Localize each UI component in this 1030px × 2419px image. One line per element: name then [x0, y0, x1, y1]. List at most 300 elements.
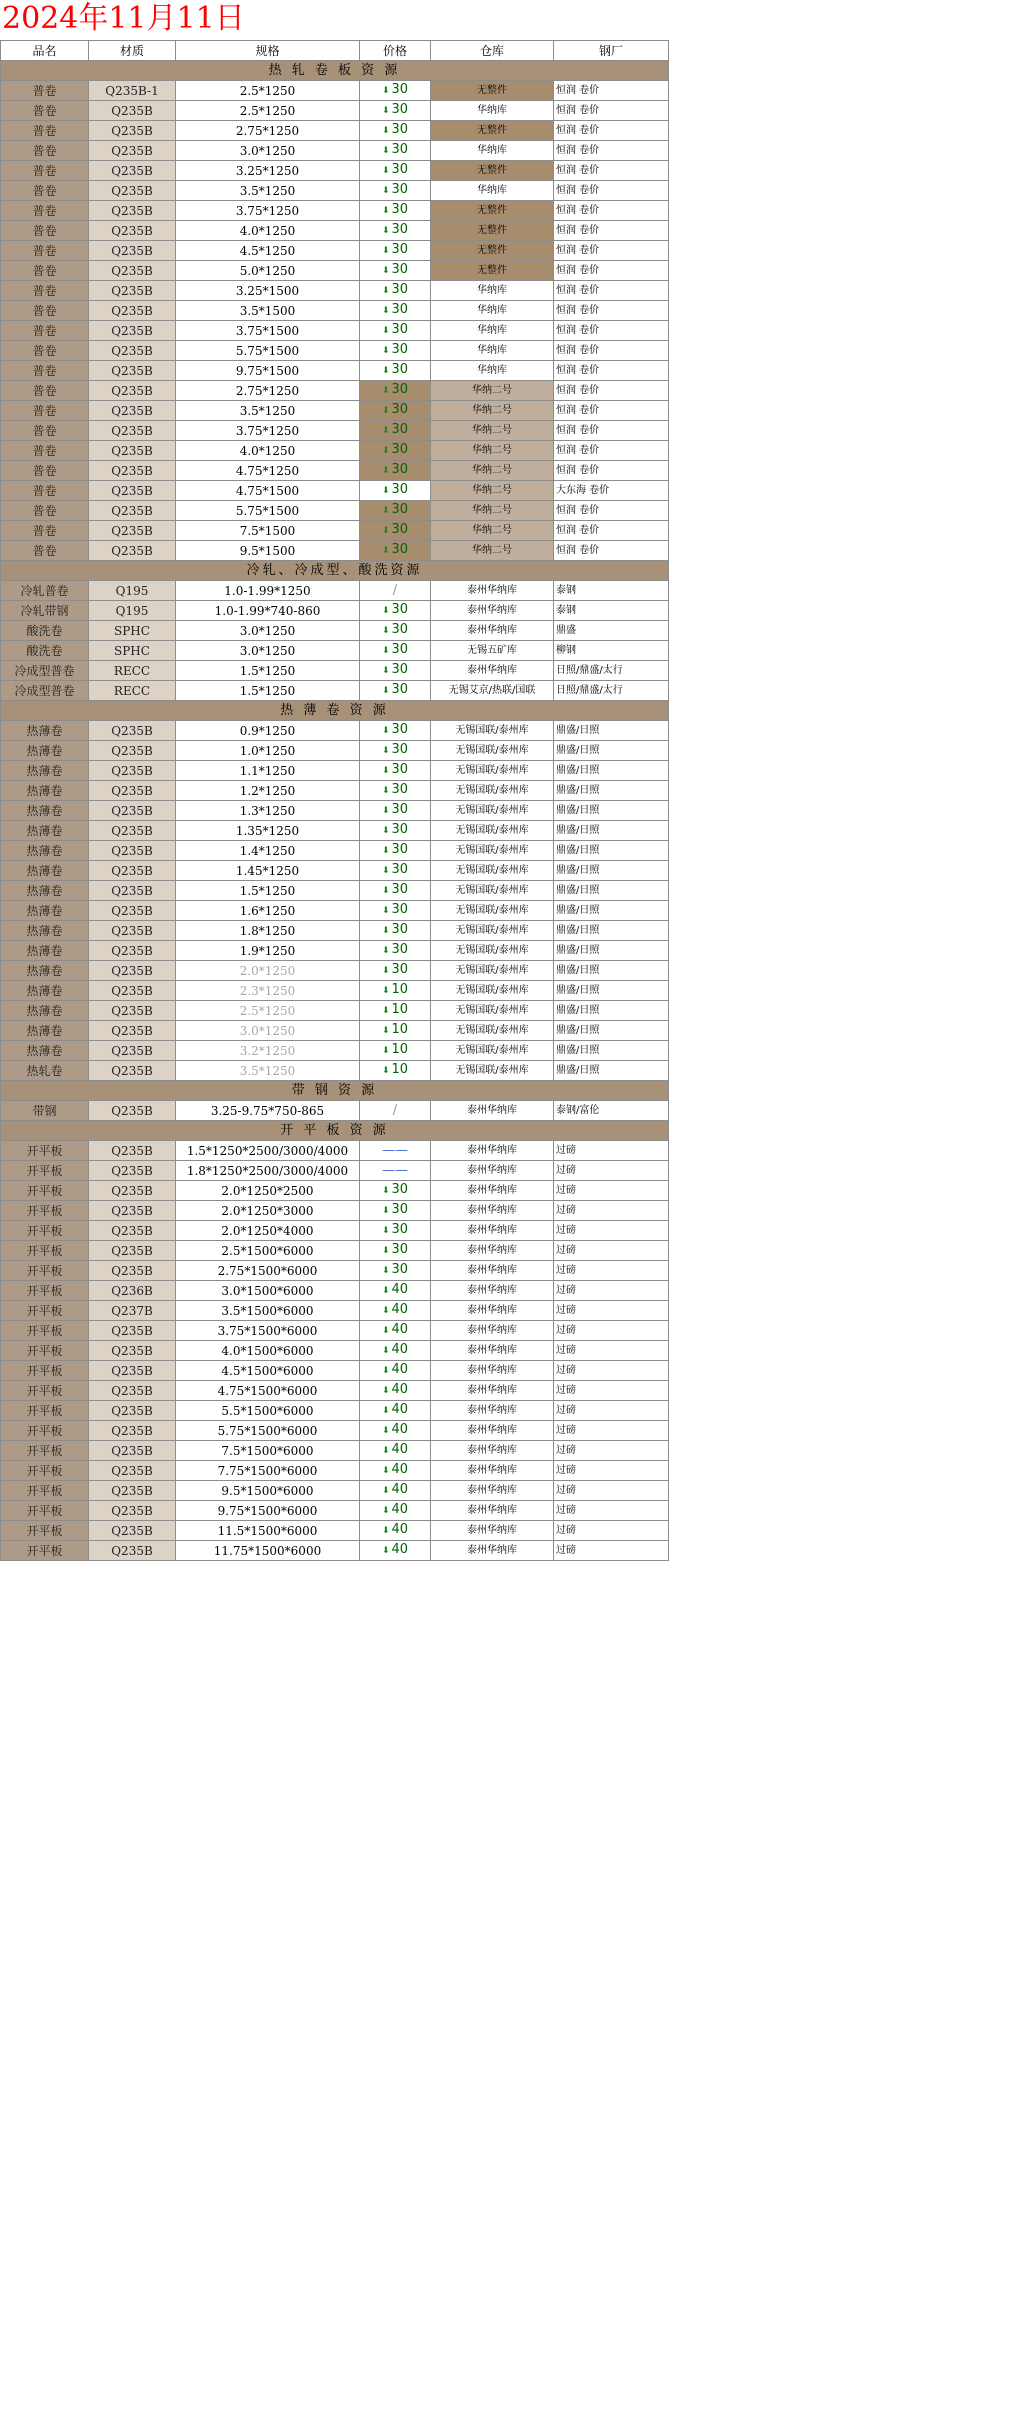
table-row	[1, 221, 669, 241]
mill-cell: 恒润 卷价	[554, 201, 669, 221]
price-cell	[360, 901, 431, 921]
material-cell: Q235B	[89, 761, 176, 781]
down-arrow-icon: ⬇	[381, 946, 390, 956]
spec-cell: 11.5*1500*6000	[176, 1521, 360, 1541]
down-arrow-icon: ⬇	[381, 426, 390, 436]
warehouse-cell: 泰州华纳库	[431, 661, 554, 681]
warehouse-cell: 泰州华纳库	[431, 1441, 554, 1461]
warehouse-cell: 无锡国联/泰州库	[431, 901, 554, 921]
warehouse-cell: 无锡国联/泰州库	[431, 1061, 554, 1081]
price-table-body	[1, 41, 669, 1561]
material-cell: Q235B	[89, 481, 176, 501]
price-cell	[360, 1321, 431, 1341]
product-name-cell: 普卷	[1, 401, 89, 421]
mill-cell: 过磅	[554, 1421, 669, 1441]
mill-cell: 恒润 卷价	[554, 261, 669, 281]
price-value: 30	[391, 82, 409, 97]
warehouse-cell: 无锡国联/泰州库	[431, 1021, 554, 1041]
material-cell: Q235B	[89, 381, 176, 401]
table-row	[1, 1281, 669, 1301]
spec-cell: 2.75*1250	[176, 121, 360, 141]
mill-cell: 恒润 卷价	[554, 501, 669, 521]
product-name-cell: 普卷	[1, 321, 89, 341]
table-row	[1, 1101, 669, 1121]
price-value: 30	[391, 402, 409, 417]
table-row	[1, 1261, 669, 1281]
warehouse-cell: 无锡国联/泰州库	[431, 841, 554, 861]
price-cell	[360, 141, 431, 161]
price-value: 30	[391, 422, 409, 437]
material-cell: Q235B	[89, 261, 176, 281]
material-cell: Q235B	[89, 1421, 176, 1441]
price-value: 30	[391, 322, 409, 337]
mill-cell: 鼎盛/日照	[554, 781, 669, 801]
price-cell	[360, 841, 431, 861]
table-row	[1, 501, 669, 521]
warehouse-cell: 泰州华纳库	[431, 1301, 554, 1321]
price-cell	[360, 1221, 431, 1241]
table-row	[1, 721, 669, 741]
warehouse-cell: 泰州华纳库	[431, 1181, 554, 1201]
product-name-cell: 普卷	[1, 181, 89, 201]
product-name-cell: 热薄卷	[1, 1021, 89, 1041]
product-name-cell: 热薄卷	[1, 861, 89, 881]
product-name-cell: 开平板	[1, 1541, 89, 1561]
mill-cell: 过磅	[554, 1401, 669, 1421]
down-arrow-icon: ⬇	[381, 1266, 390, 1276]
mill-cell: 恒润 卷价	[554, 161, 669, 181]
mill-cell: 恒润 卷价	[554, 441, 669, 461]
price-value: 30	[391, 362, 409, 377]
table-row	[1, 1461, 669, 1481]
material-cell: Q235B	[89, 121, 176, 141]
warehouse-cell: 华纳库	[431, 341, 554, 361]
price-cell	[360, 361, 431, 381]
product-name-cell: 开平板	[1, 1461, 89, 1481]
down-arrow-icon: ⬇	[381, 1426, 390, 1436]
warehouse-cell: 华纳二号	[431, 441, 554, 461]
material-cell: Q235B	[89, 981, 176, 1001]
price-value: 30	[391, 202, 409, 217]
product-name-cell: 普卷	[1, 281, 89, 301]
spec-cell: 3.0*1250	[176, 641, 360, 661]
price-cell	[360, 681, 431, 701]
table-row	[1, 401, 669, 421]
table-row	[1, 161, 669, 181]
section-title: 冷轧、冷成型、酸洗资源	[1, 561, 669, 581]
table-row	[1, 601, 669, 621]
table-row	[1, 1201, 669, 1221]
section-title: 热 轧 卷 板 资 源	[1, 61, 669, 81]
price-value: 40	[391, 1442, 409, 1457]
price-value: 30	[391, 1202, 409, 1217]
material-cell: Q235B	[89, 1401, 176, 1421]
price-cell	[360, 421, 431, 441]
price-value: 10	[391, 1062, 409, 1077]
spec-cell: 3.25-9.75*750-865	[176, 1101, 360, 1121]
section-header	[1, 701, 669, 721]
price-cell	[360, 761, 431, 781]
table-row	[1, 181, 669, 201]
mill-cell: 过磅	[554, 1521, 669, 1541]
mill-cell: 恒润 卷价	[554, 141, 669, 161]
product-name-cell: 冷轧带钢	[1, 601, 89, 621]
product-name-cell: 普卷	[1, 101, 89, 121]
price-value: 30	[391, 442, 409, 457]
table-row	[1, 381, 669, 401]
down-arrow-icon: ⬇	[381, 846, 390, 856]
down-arrow-icon: ⬇	[381, 646, 390, 656]
spec-cell: 2.5*1250	[176, 81, 360, 101]
material-cell: Q235B	[89, 721, 176, 741]
mill-cell: 泰钢/富伦	[554, 1101, 669, 1121]
product-name-cell: 热薄卷	[1, 921, 89, 941]
price-cell	[360, 221, 431, 241]
table-row	[1, 641, 669, 661]
material-cell: Q235B	[89, 1041, 176, 1061]
spec-cell: 1.5*1250	[176, 681, 360, 701]
table-row	[1, 1501, 669, 1521]
warehouse-cell: 泰州华纳库	[431, 1361, 554, 1381]
product-name-cell: 冷成型普卷	[1, 661, 89, 681]
mill-cell: 过磅	[554, 1461, 669, 1481]
down-arrow-icon: ⬇	[381, 1466, 390, 1476]
material-cell: Q235B	[89, 781, 176, 801]
spec-cell: 2.75*1250	[176, 381, 360, 401]
warehouse-cell: 泰州华纳库	[431, 1381, 554, 1401]
mill-cell: 过磅	[554, 1441, 669, 1461]
down-arrow-icon: ⬇	[381, 186, 390, 196]
price-value: 40	[391, 1342, 409, 1357]
price-value: 30	[391, 1262, 409, 1277]
mill-cell: 鼎盛/日照	[554, 861, 669, 881]
product-name-cell: 开平板	[1, 1281, 89, 1301]
price-cell	[360, 1101, 431, 1121]
mill-cell: 鼎盛/日照	[554, 1061, 669, 1081]
table-row	[1, 341, 669, 361]
table-row	[1, 1361, 669, 1381]
price-cell	[360, 1261, 431, 1281]
warehouse-cell: 华纳二号	[431, 421, 554, 441]
table-row	[1, 1401, 669, 1421]
mill-cell: 鼎盛/日照	[554, 841, 669, 861]
price-value: /	[392, 582, 398, 598]
down-arrow-icon: ⬇	[381, 266, 390, 276]
price-value: 30	[391, 102, 409, 117]
material-cell: SPHC	[89, 621, 176, 641]
price-value: 30	[391, 282, 409, 297]
material-cell: Q235B	[89, 821, 176, 841]
spec-cell: 4.75*1250	[176, 461, 360, 481]
table-row	[1, 541, 669, 561]
warehouse-cell: 无锡艾京/热联/国联	[431, 681, 554, 701]
product-name-cell: 热薄卷	[1, 1041, 89, 1061]
product-name-cell: 开平板	[1, 1321, 89, 1341]
spec-cell: 2.3*1250	[176, 981, 360, 1001]
price-cell	[360, 1201, 431, 1221]
mill-cell: 鼎盛/日照	[554, 921, 669, 941]
spec-cell: 2.5*1500*6000	[176, 1241, 360, 1261]
mill-cell: 恒润 卷价	[554, 121, 669, 141]
price-cell	[360, 1301, 431, 1321]
down-arrow-icon: ⬇	[381, 166, 390, 176]
material-cell: RECC	[89, 661, 176, 681]
table-row	[1, 1541, 669, 1561]
spec-cell: 3.5*1500	[176, 301, 360, 321]
material-cell: Q235B	[89, 1141, 176, 1161]
product-name-cell: 热薄卷	[1, 801, 89, 821]
down-arrow-icon: ⬇	[381, 246, 390, 256]
mill-cell: 鼎盛/日照	[554, 761, 669, 781]
material-cell: Q235B	[89, 881, 176, 901]
spec-cell: 3.0*1250	[176, 1021, 360, 1041]
down-arrow-icon: ⬇	[381, 806, 390, 816]
price-value: ——	[382, 1142, 408, 1158]
price-value: 40	[391, 1422, 409, 1437]
product-name-cell: 热薄卷	[1, 961, 89, 981]
mill-cell: 过磅	[554, 1481, 669, 1501]
warehouse-cell: 泰州华纳库	[431, 1521, 554, 1541]
down-arrow-icon: ⬇	[381, 686, 390, 696]
material-cell: Q235B	[89, 1501, 176, 1521]
mill-cell: 恒润 卷价	[554, 521, 669, 541]
warehouse-cell: 泰州华纳库	[431, 1141, 554, 1161]
warehouse-cell: 华纳二号	[431, 461, 554, 481]
product-name-cell: 普卷	[1, 541, 89, 561]
warehouse-cell: 无锡国联/泰州库	[431, 781, 554, 801]
table-row	[1, 1061, 669, 1081]
mill-cell: 鼎盛/日照	[554, 981, 669, 1001]
price-cell	[360, 381, 431, 401]
down-arrow-icon: ⬇	[381, 606, 390, 616]
mill-cell: 恒润 卷价	[554, 381, 669, 401]
material-cell: SPHC	[89, 641, 176, 661]
spec-cell: 5.75*1500	[176, 341, 360, 361]
down-arrow-icon: ⬇	[381, 1546, 390, 1556]
table-row	[1, 661, 669, 681]
product-name-cell: 热薄卷	[1, 1001, 89, 1021]
warehouse-cell: 华纳库	[431, 361, 554, 381]
price-value: 40	[391, 1362, 409, 1377]
mill-cell: 过磅	[554, 1201, 669, 1221]
product-name-cell: 普卷	[1, 241, 89, 261]
product-name-cell: 开平板	[1, 1361, 89, 1381]
material-cell: Q235B	[89, 521, 176, 541]
mill-cell: 恒润 卷价	[554, 421, 669, 441]
material-cell: Q235B	[89, 101, 176, 121]
price-cell	[360, 341, 431, 361]
mill-cell: 恒润 卷价	[554, 81, 669, 101]
warehouse-cell: 华纳二号	[431, 381, 554, 401]
table-row	[1, 1481, 669, 1501]
spec-cell: 1.3*1250	[176, 801, 360, 821]
down-arrow-icon: ⬇	[381, 1406, 390, 1416]
table-row	[1, 841, 669, 861]
product-name-cell: 热薄卷	[1, 981, 89, 1001]
product-name-cell: 普卷	[1, 341, 89, 361]
spec-cell: 7.75*1500*6000	[176, 1461, 360, 1481]
price-value: 30	[391, 642, 409, 657]
table-row	[1, 1041, 669, 1061]
mill-cell: 恒润 卷价	[554, 321, 669, 341]
price-value: 30	[391, 522, 409, 537]
price-value: 30	[391, 762, 409, 777]
section-header	[1, 61, 669, 81]
spec-cell: 11.75*1500*6000	[176, 1541, 360, 1561]
material-cell: Q235B	[89, 1481, 176, 1501]
mill-cell: 恒润 卷价	[554, 401, 669, 421]
price-cell	[360, 281, 431, 301]
material-cell: Q235B	[89, 1541, 176, 1561]
material-cell: Q235B	[89, 181, 176, 201]
spec-cell: 1.9*1250	[176, 941, 360, 961]
price-cell	[360, 1001, 431, 1021]
price-value: 10	[391, 1022, 409, 1037]
material-cell: RECC	[89, 681, 176, 701]
price-cell	[360, 1521, 431, 1541]
warehouse-cell: 泰州华纳库	[431, 1481, 554, 1501]
spec-cell: 2.5*1250	[176, 1001, 360, 1021]
table-row	[1, 941, 669, 961]
price-cell	[360, 261, 431, 281]
spec-cell: 5.0*1250	[176, 261, 360, 281]
material-cell: Q235B	[89, 421, 176, 441]
product-name-cell: 酸洗卷	[1, 641, 89, 661]
product-name-cell: 热薄卷	[1, 821, 89, 841]
price-value: 40	[391, 1402, 409, 1417]
warehouse-cell: 无锡国联/泰州库	[431, 861, 554, 881]
down-arrow-icon: ⬇	[381, 1506, 390, 1516]
warehouse-cell: 无整件	[431, 241, 554, 261]
product-name-cell: 冷轧普卷	[1, 581, 89, 601]
table-row	[1, 1241, 669, 1261]
material-cell: Q235B	[89, 1381, 176, 1401]
product-name-cell: 开平板	[1, 1401, 89, 1421]
warehouse-cell: 华纳库	[431, 101, 554, 121]
mill-cell: 过磅	[554, 1501, 669, 1521]
price-cell	[360, 641, 431, 661]
warehouse-cell: 泰州华纳库	[431, 1501, 554, 1521]
mill-cell: 鼎盛/日照	[554, 1041, 669, 1061]
mill-cell: 恒润 卷价	[554, 101, 669, 121]
table-row	[1, 1341, 669, 1361]
warehouse-cell: 华纳二号	[431, 401, 554, 421]
warehouse-cell: 无锡国联/泰州库	[431, 921, 554, 941]
section-title: 热 薄 卷 资 源	[1, 701, 669, 721]
price-value: 40	[391, 1282, 409, 1297]
spec-cell: 1.5*1250*2500/3000/4000	[176, 1141, 360, 1161]
product-name-cell: 普卷	[1, 421, 89, 441]
product-name-cell: 冷成型普卷	[1, 681, 89, 701]
down-arrow-icon: ⬇	[381, 526, 390, 536]
mill-cell: 柳钢	[554, 641, 669, 661]
price-value: 30	[391, 1222, 409, 1237]
material-cell: Q235B	[89, 221, 176, 241]
material-cell: Q236B	[89, 1281, 176, 1301]
price-value: 30	[391, 162, 409, 177]
spec-cell: 3.0*1250	[176, 621, 360, 641]
price-cell	[360, 1241, 431, 1261]
product-name-cell: 开平板	[1, 1341, 89, 1361]
down-arrow-icon: ⬇	[381, 1306, 390, 1316]
table-row	[1, 1141, 669, 1161]
price-value: 30	[391, 602, 409, 617]
product-name-cell: 普卷	[1, 441, 89, 461]
warehouse-cell: 泰州华纳库	[431, 1341, 554, 1361]
spec-cell: 4.5*1500*6000	[176, 1361, 360, 1381]
price-cell	[360, 1401, 431, 1421]
price-value: 30	[391, 822, 409, 837]
material-cell: Q235B	[89, 1321, 176, 1341]
product-name-cell: 普卷	[1, 501, 89, 521]
price-cell	[360, 1281, 431, 1301]
product-name-cell: 开平板	[1, 1201, 89, 1221]
spec-cell: 7.5*1500	[176, 521, 360, 541]
section-header	[1, 561, 669, 581]
table-row	[1, 321, 669, 341]
mill-cell: 鼎盛	[554, 621, 669, 641]
price-value: 30	[391, 902, 409, 917]
mill-cell: 大东海 卷价	[554, 481, 669, 501]
header-mill: 钢厂	[554, 41, 669, 61]
product-name-cell: 热薄卷	[1, 901, 89, 921]
product-name-cell: 普卷	[1, 141, 89, 161]
spec-cell: 9.75*1500	[176, 361, 360, 381]
warehouse-cell: 泰州华纳库	[431, 1101, 554, 1121]
warehouse-cell: 无锡国联/泰州库	[431, 1001, 554, 1021]
down-arrow-icon: ⬇	[381, 1286, 390, 1296]
product-name-cell: 普卷	[1, 81, 89, 101]
product-name-cell: 普卷	[1, 381, 89, 401]
mill-cell: 恒润 卷价	[554, 301, 669, 321]
spec-cell: 7.5*1500*6000	[176, 1441, 360, 1461]
section-header	[1, 1121, 669, 1141]
header-price: 价格	[360, 41, 431, 61]
down-arrow-icon: ⬇	[381, 966, 390, 976]
warehouse-cell: 无锡国联/泰州库	[431, 801, 554, 821]
table-row	[1, 861, 669, 881]
material-cell: Q235B	[89, 1441, 176, 1461]
down-arrow-icon: ⬇	[381, 206, 390, 216]
warehouse-cell: 泰州华纳库	[431, 1461, 554, 1481]
warehouse-cell: 泰州华纳库	[431, 1221, 554, 1241]
page-title: 2024年11月11日	[2, 1, 245, 36]
price-cell	[360, 1361, 431, 1381]
mill-cell: 恒润 卷价	[554, 221, 669, 241]
down-arrow-icon: ⬇	[381, 1066, 390, 1076]
product-name-cell: 开平板	[1, 1141, 89, 1161]
warehouse-cell: 无锡国联/泰州库	[431, 741, 554, 761]
mill-cell: 过磅	[554, 1541, 669, 1561]
price-cell	[360, 481, 431, 501]
spec-cell: 3.5*1250	[176, 181, 360, 201]
price-cell	[360, 521, 431, 541]
table-row	[1, 281, 669, 301]
down-arrow-icon: ⬇	[381, 1386, 390, 1396]
product-name-cell: 普卷	[1, 201, 89, 221]
down-arrow-icon: ⬇	[381, 86, 390, 96]
down-arrow-icon: ⬇	[381, 746, 390, 756]
product-name-cell: 热薄卷	[1, 941, 89, 961]
mill-cell: 鼎盛/日照	[554, 821, 669, 841]
material-cell: Q235B	[89, 861, 176, 881]
mill-cell: 过磅	[554, 1301, 669, 1321]
table-row	[1, 1001, 669, 1021]
down-arrow-icon: ⬇	[381, 1326, 390, 1336]
price-value: 10	[391, 1002, 409, 1017]
price-cell	[360, 401, 431, 421]
price-value: 30	[391, 382, 409, 397]
